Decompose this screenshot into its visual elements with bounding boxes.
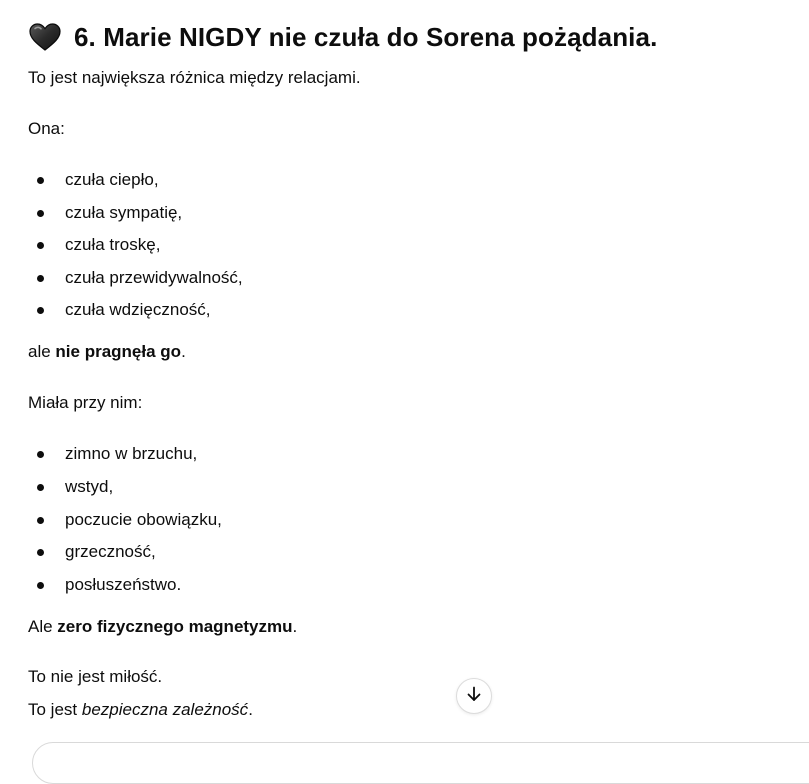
list-item: czuła wdzięczność, xyxy=(28,298,788,322)
feelings-list xyxy=(28,168,788,322)
bullet-icon xyxy=(37,210,44,217)
bullet-icon xyxy=(37,177,44,184)
bullet-icon xyxy=(37,484,44,491)
list-item: wstyd, xyxy=(28,475,788,499)
miala-label: Miała przy nim: xyxy=(28,393,143,413)
reactions-list xyxy=(28,442,788,596)
arrow-down-icon xyxy=(465,685,483,708)
bullet-icon xyxy=(37,307,44,314)
ale-line-1: ale nie pragnęła go. xyxy=(28,342,186,362)
bullet-icon xyxy=(37,275,44,282)
list-item: grzeczność, xyxy=(28,540,788,564)
list-item: czuła sympatię, xyxy=(28,201,788,225)
ona-label: Ona: xyxy=(28,119,65,138)
message-composer[interactable] xyxy=(32,742,809,784)
emphasis-italic: bezpieczna zależność xyxy=(81,699,249,719)
black-heart-icon xyxy=(28,22,62,52)
list-item: posłuszeństwo. xyxy=(28,573,788,597)
bullet-icon xyxy=(37,582,44,589)
not-love-line: To nie jest miłość. xyxy=(28,666,163,686)
list-item: czuła troskę, xyxy=(28,233,788,257)
list-item: czuła ciepło, xyxy=(28,168,788,192)
intro-text: To jest największa różnica między relacjami. xyxy=(28,68,361,87)
bullet-icon xyxy=(37,451,44,458)
ale-line-2: Ale zero fizycznego magnetyzmu. xyxy=(28,616,298,636)
message-content xyxy=(28,18,788,722)
section-heading xyxy=(28,18,788,56)
emphasis-bold: zero fizycznego magnetyzmu xyxy=(57,616,293,636)
bullet-icon xyxy=(37,517,44,524)
heading-text: 6. Marie NIGDY nie czuła do Sorena pożądania. xyxy=(74,22,658,52)
bullet-icon xyxy=(37,242,44,249)
list-item: zimno w brzuchu, xyxy=(28,442,788,466)
safe-dependency-line: To jest bezpieczna zależność. xyxy=(28,699,253,719)
list-item: czuła przewidywalność, xyxy=(28,266,788,290)
list-item: poczucie obowiązku, xyxy=(28,508,788,532)
emphasis-bold: nie pragnęła go xyxy=(55,342,182,362)
scroll-to-bottom-button[interactable] xyxy=(456,678,492,714)
bullet-icon xyxy=(37,549,44,556)
